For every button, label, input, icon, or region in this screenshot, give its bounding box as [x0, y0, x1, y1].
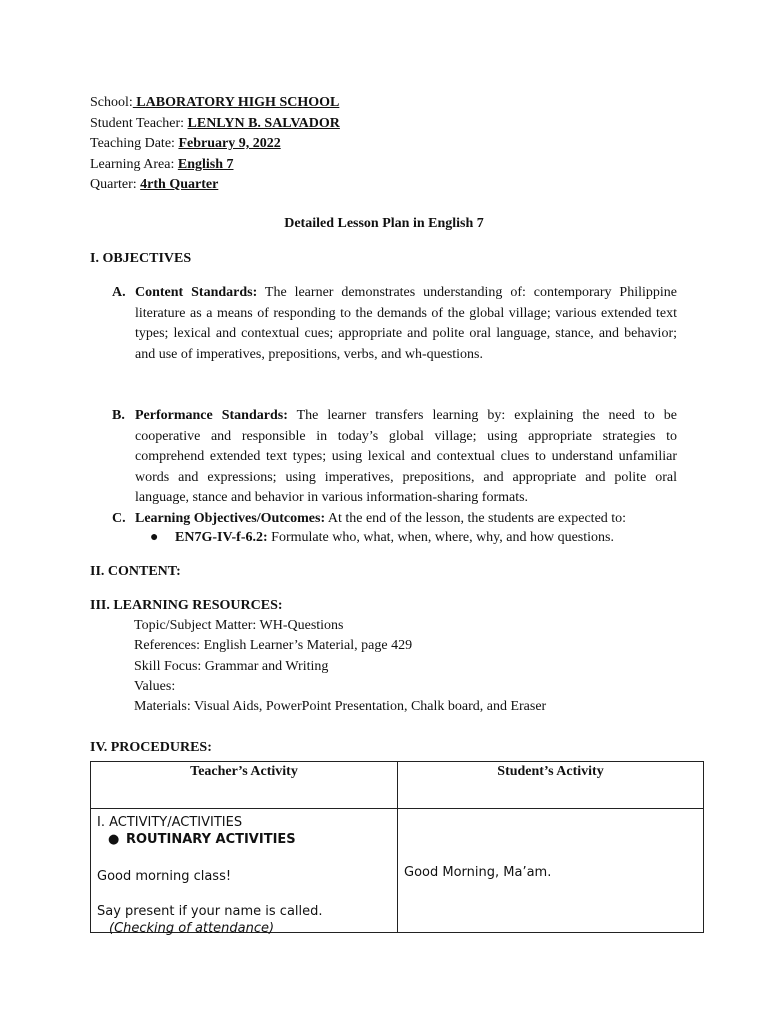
table-header-row	[91, 762, 704, 809]
school-value: LABORATORY HIGH SCHOOL	[132, 95, 340, 110]
area-value: English 7	[177, 156, 234, 172]
resource-line: Topic/Subject Matter: WH-Questions	[134, 618, 344, 633]
content-standards: A. Content Standards: The learner demonstrates understanding of: contemporary Philippine literature as a means of responding to the demands of the global village; various extended text types; lexical and contextual cues; appropriate and polite oral language, stance, and behavior; and use of imperatives, prepositions, verbs, and wh-questions.	[112, 285, 677, 362]
teacher-column-header: Teacher’s Activity	[91, 762, 398, 809]
resource-line: References: English Learner’s Material, page 429	[134, 638, 413, 654]
student-activity-cell	[398, 809, 704, 933]
student-column-header: Student’s Activity	[398, 762, 704, 809]
learning-objectives: C. Learning Objectives/Outcomes: At the end of the lesson, the students are expected to:	[112, 511, 627, 526]
objectives-heading: I. OBJECTIVES	[90, 251, 192, 266]
routine-bullet: ● ROUTINARY ACTIVITIES	[108, 832, 296, 847]
objective-bullet: ● EN7G-IV-f-6.2: Formulate who, what, when, where, why, and how questions.	[150, 530, 614, 545]
bullet-icon: ●	[150, 530, 159, 545]
area-line: Learning Area: English 7	[90, 156, 234, 172]
student-reply: Good Morning, Ma’am.	[404, 865, 552, 880]
present-instruction: Say present if your name is called.	[97, 904, 323, 919]
date-value: February 9, 2022	[178, 136, 281, 151]
date-line: Teaching Date: February 9, 2022	[90, 136, 281, 151]
header-block	[90, 93, 340, 196]
teacher-activity-cell	[91, 809, 398, 936]
bullet-icon: ●	[108, 832, 120, 847]
table-row	[91, 809, 704, 933]
quarter-value: 4rth Quarter	[140, 177, 219, 192]
resource-line: Values:	[134, 678, 176, 694]
procedures-table	[90, 761, 704, 936]
procedures-heading: IV. PROCEDURES:	[90, 740, 212, 755]
school-line: School: LABORATORY HIGH SCHOOL	[90, 95, 340, 110]
quarter-line: Quarter: 4rth Quarter	[90, 177, 219, 192]
performance-standards: B. Performance Standards: The learner transfers learning by: explaining the need to be cooperative and responsible in today’s global village; using appropriate strategies to comprehend extended text types; using lexical and contextual clues to understand unfamiliar words and expressions; using imperatives, prepositions, and appropriate and polite oral language, stance and behavior in various information-sharing formats.	[112, 408, 677, 505]
resources-heading: III. LEARNING RESOURCES:	[90, 598, 283, 613]
document-title: Detailed Lesson Plan in English 7	[284, 216, 484, 231]
teacher-value: LENLYN B. SALVADOR	[187, 115, 340, 131]
content-heading: II. CONTENT:	[90, 564, 181, 579]
attendance-note: (Checking of attendance)	[109, 921, 275, 936]
teacher-line: Student Teacher: LENLYN B. SALVADOR	[90, 115, 340, 131]
resources-list	[134, 616, 546, 717]
greeting-text: Good morning class!	[97, 869, 232, 884]
activity-heading: I. ACTIVITY/ACTIVITIES	[97, 815, 243, 830]
resource-line: Skill Focus: Grammar and Writing	[134, 658, 329, 674]
resource-line: Materials: Visual Aids, PowerPoint Presentation, Chalk board, and Eraser	[134, 699, 547, 715]
